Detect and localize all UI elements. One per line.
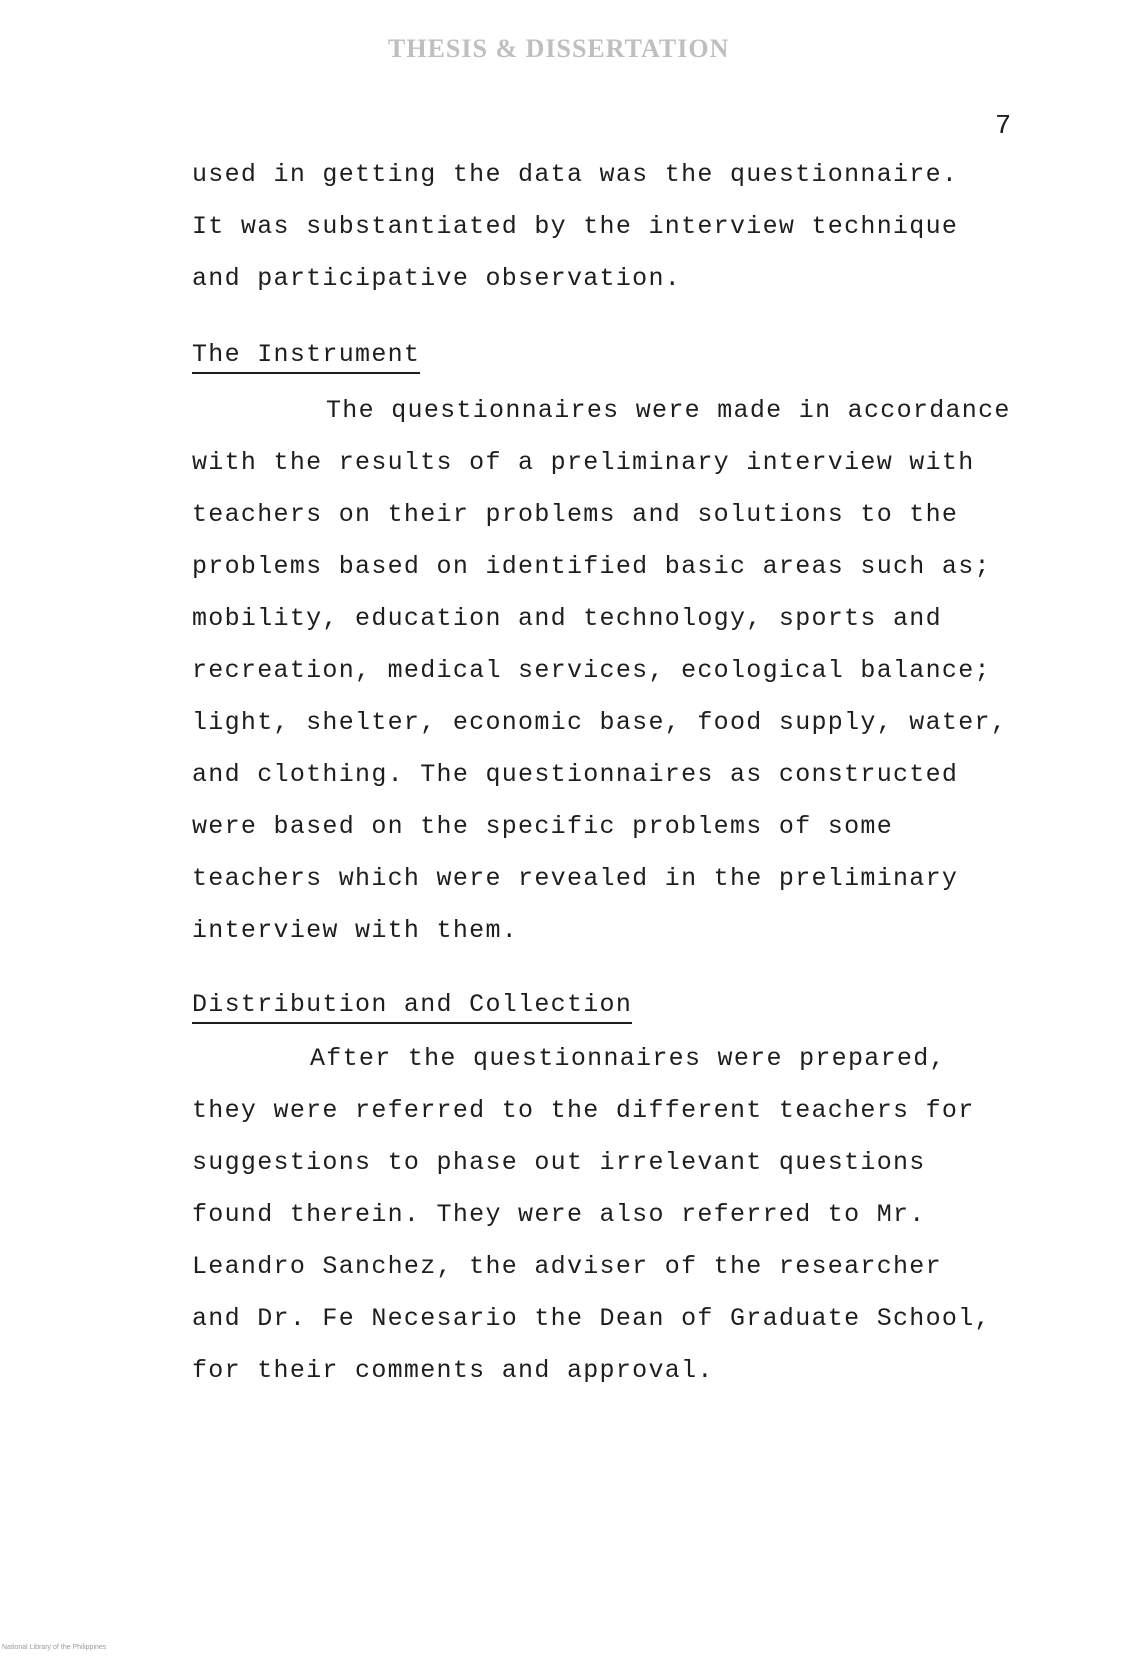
paragraph-line: and Dr. Fe Necesario the Dean of Graduate School,	[192, 1304, 991, 1333]
paragraph-line: mobility, education and technology, sports and	[192, 604, 942, 633]
paragraph-line: suggestions to phase out irrelevant questions	[192, 1148, 926, 1177]
watermark-stamp: THESIS & DISSERTATION	[388, 34, 730, 63]
paragraph-line: The questionnaires were made in accordance	[326, 396, 1011, 425]
paragraph-line: used in getting the data was the questionnaire.	[192, 160, 959, 189]
paragraph-line: for their comments and approval.	[192, 1356, 714, 1385]
paragraph-line: problems based on identified basic areas such as;	[192, 552, 991, 581]
paragraph-line: were based on the specific problems of some	[192, 812, 894, 841]
paragraph-line: found therein. They were also referred to Mr.	[192, 1200, 926, 1229]
paragraph-line: interview with them.	[192, 916, 519, 945]
paragraph-line: teachers on their problems and solutions to the	[192, 500, 959, 529]
paragraph-line: teachers which were revealed in the preliminary	[192, 864, 959, 893]
paragraph-line: recreation, medical services, ecological balance;	[192, 656, 991, 685]
paragraph-line: they were referred to the different teachers for	[192, 1096, 975, 1125]
paragraph-line: with the results of a preliminary interview with	[192, 448, 975, 477]
paragraph-line: and participative observation.	[192, 264, 682, 293]
section-heading-distribution: Distribution and Collection	[192, 990, 632, 1024]
section-heading-instrument: The Instrument	[192, 340, 420, 374]
scan-footer: National Library of the Philippines	[2, 1644, 107, 1651]
paragraph-line: light, shelter, economic base, food supply, water,	[192, 708, 1008, 737]
paragraph-line: It was substantiated by the interview technique	[192, 212, 959, 241]
paragraph-line: After the questionnaires were prepared,	[310, 1044, 946, 1073]
page-number: 7	[995, 112, 1012, 142]
paragraph-line: Leandro Sanchez, the adviser of the researcher	[192, 1252, 942, 1281]
paragraph-line: and clothing. The questionnaires as constructed	[192, 760, 959, 789]
